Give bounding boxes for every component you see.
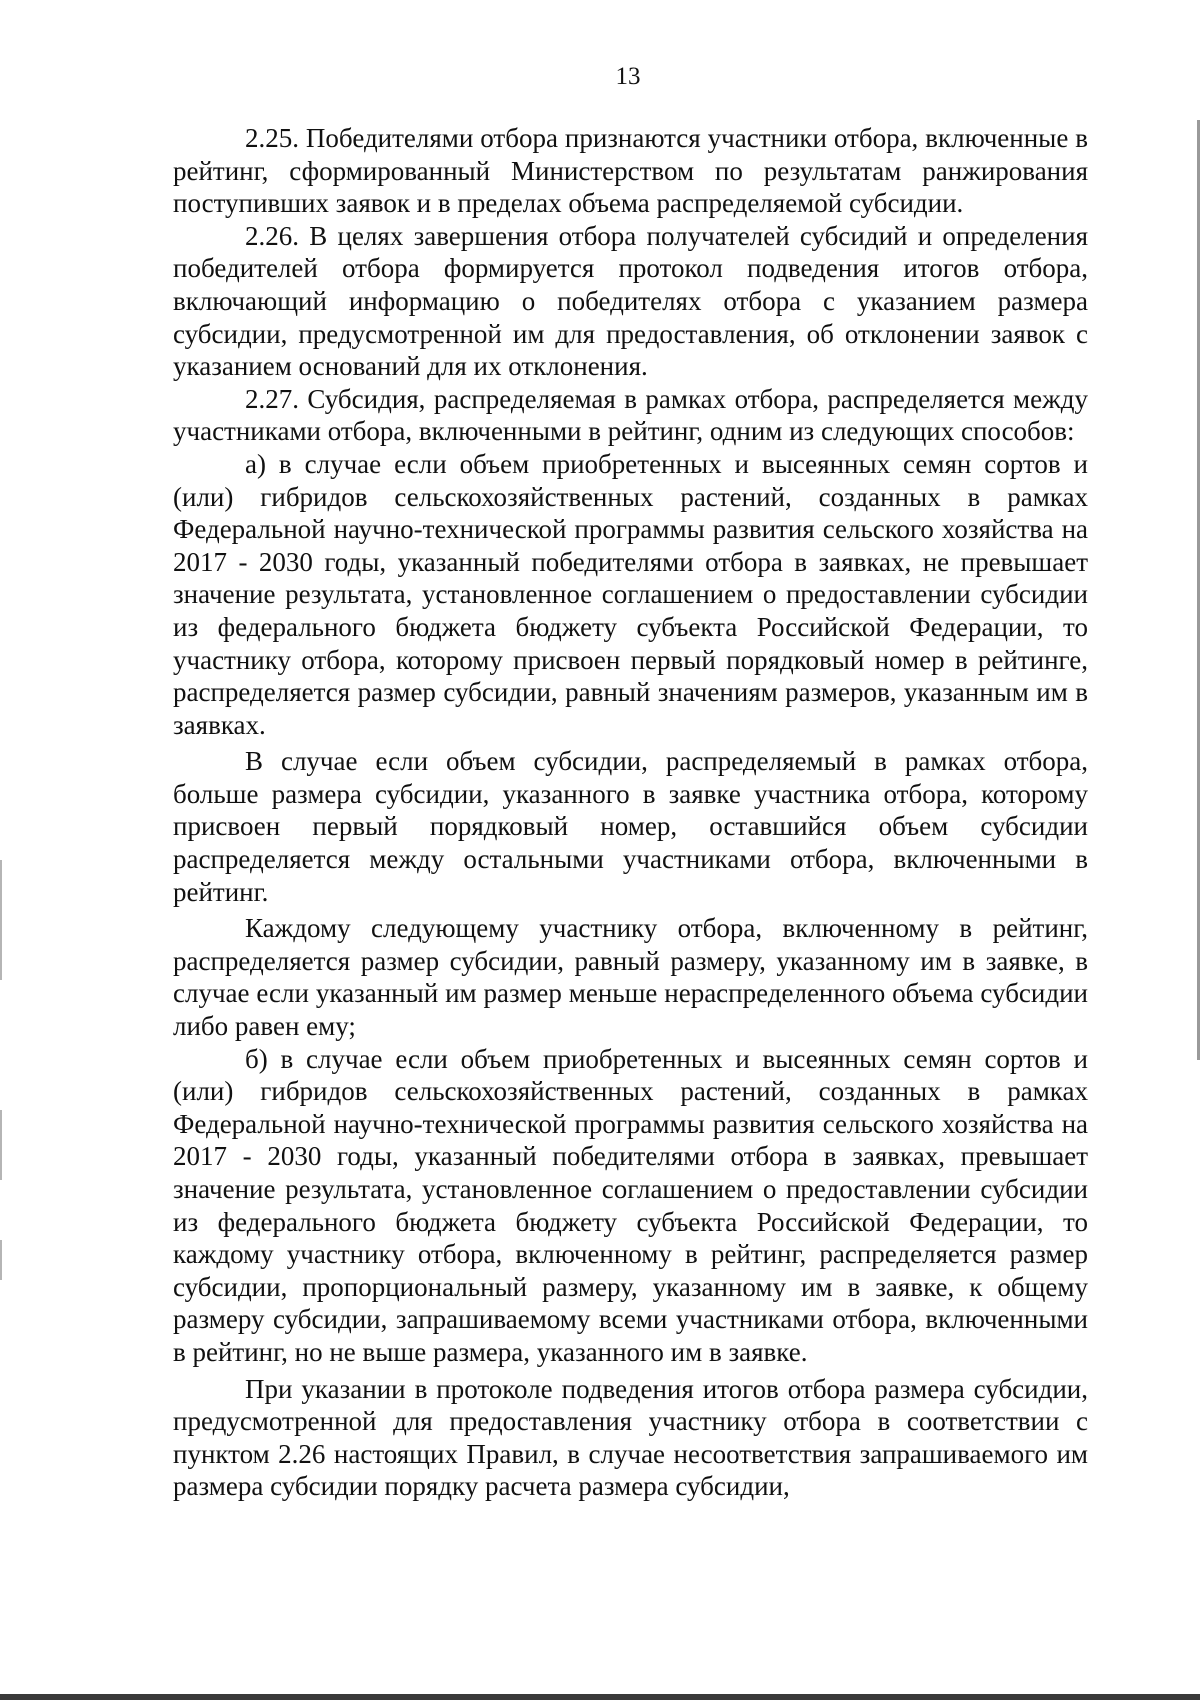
scan-edge-left-upper <box>0 860 2 980</box>
paragraph-2-27-a: а) в случае если объем приобретенных и высеянных семян сортов и (или) гибридов сельскохозяйственных растений, созданных в рамках Федеральной научно-технической программы развития сельского хозяйства на 2017 - 2030 годы, указанный победителями отбора в заявках, не превышает значение результата, установленное соглашением о предоставлении субсидии из федерального бюджета бюджету субъекта Российской Федерации, то участнику отбора, которому присвоен первый порядковый номер в рейтинге, распределяется размер субсидии, равный значениям размеров, указанным им в заявках. <box>173 448 1088 740</box>
scan-edge-bottom <box>0 1694 1200 1700</box>
document-body <box>173 122 1088 1503</box>
scan-edge-left-middle <box>0 1110 2 1180</box>
paragraph-remaining-volume: В случае если объем субсидии, распределяемый в рамках отбора, больше размера субсидии, указанного в заявке участника отбора, которому присвоен первый порядковый номер, оставшийся объем субсидии распределяется между остальными участниками отбора, включенными в рейтинг. <box>173 746 1088 907</box>
scan-edge-left-lower <box>0 1240 2 1280</box>
paragraph-2-27: 2.27. Субсидия, распределяемая в рамках отбора, распределяется между участниками отбора, включенными в рейтинг, одним из следующих способов: <box>173 383 1088 447</box>
paragraph-each-next-participant: Каждому следующему участнику отбора, включенному в рейтинг, распределяется размер субсидии, равный размеру, указанному им в заявке, в случае если указанный им размер меньше нераспределенного объема субсидии либо равен ему; <box>173 913 1088 1042</box>
paragraph-2-27-b: б) в случае если объем приобретенных и высеянных семян сортов и (или) гибридов сельскохозяйственных растений, созданных в рамках Федеральной научно-технической программы развития сельского хозяйства на 2017 - 2030 годы, указанный победителями отбора в заявках, превышает значение результата, установленное соглашением о предоставлении субсидии из федерального бюджета бюджету субъекта Российской Федерации, то каждому участнику отбора, включенному в рейтинг, распределяется размер субсидии, пропорциональный размеру, указанному им в заявке, к общему размеру субсидии, запрашиваемому всеми участниками отбора, включенными в рейтинг, но не выше размера, указанного им в заявке. <box>173 1043 1088 1367</box>
paragraph-protocol-indication: При указании в протоколе подведения итогов отбора размера субсидии, предусмотренной для предоставления участнику отбора в соответствии с пунктом 2.26 настоящих Правил, в случае несоответствия запрашиваемого им размера субсидии порядку расчета размера субсидии, <box>173 1373 1088 1502</box>
paragraph-2-26: 2.26. В целях завершения отбора получателей субсидий и определения победителей отбора формируется протокол подведения итогов отбора, включающий информацию о победителях отбора с указанием размера субсидии, предусмотренной им для предоставления, об отклонении заявок с указанием оснований для их отклонения. <box>173 220 1088 382</box>
paragraph-2-25: 2.25. Победителями отбора признаются участники отбора, включенные в рейтинг, сформированный Министерством по результатам ранжирования поступивших заявок и в пределах объема распределяемой субсидии. <box>173 123 1088 219</box>
page-number: 13 <box>615 63 641 90</box>
